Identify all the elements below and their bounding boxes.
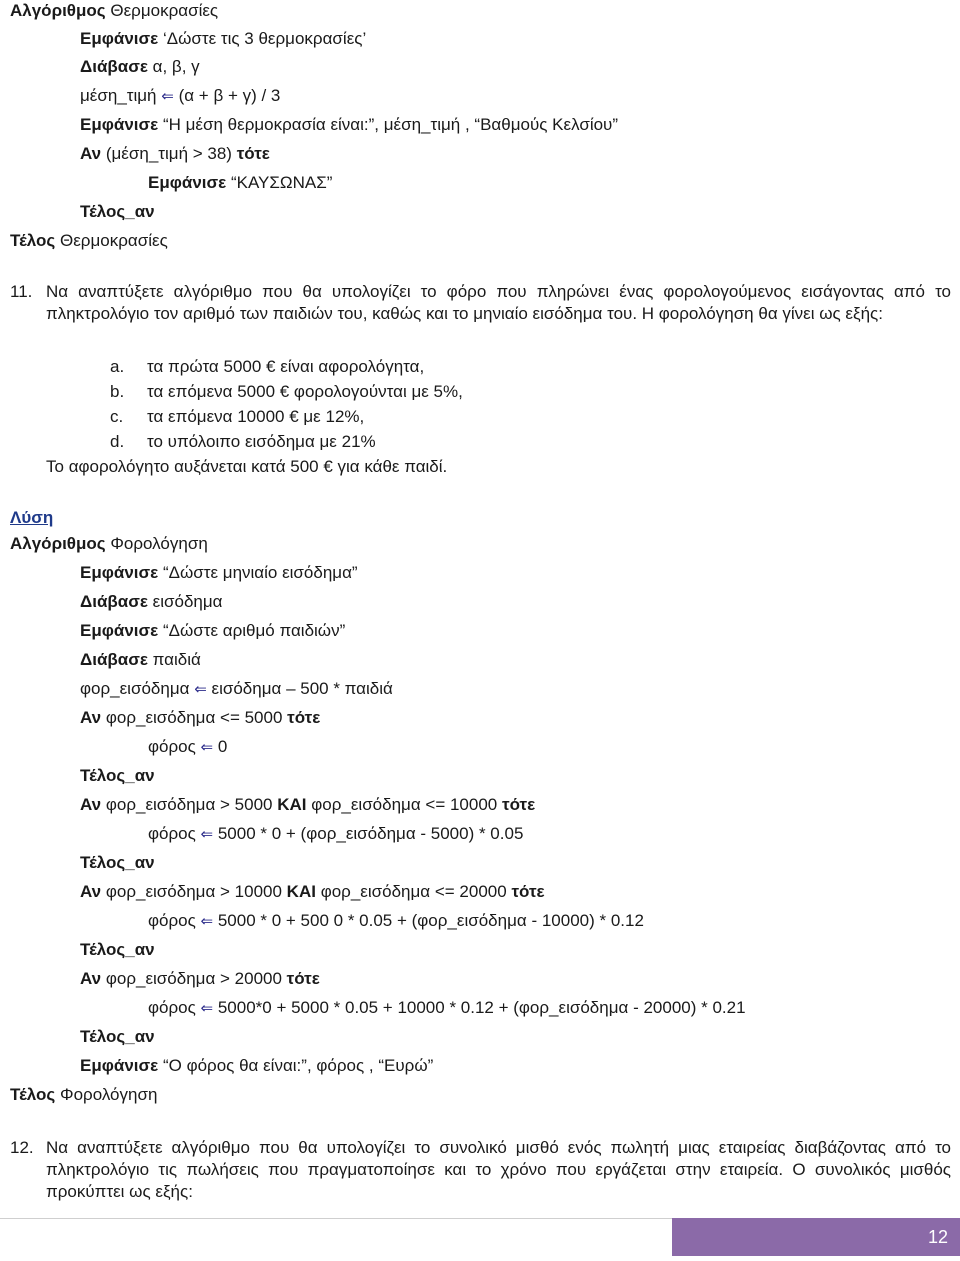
- algo1-header: Αλγόριθμος Θερμοκρασίες: [10, 1, 219, 20]
- list-item-b-text: τα επόμενα 5000 € φορολογούνται με 5%,: [147, 382, 463, 401]
- list-item-a-text: τα πρώτα 5000 € είναι αφορολόγητα,: [147, 357, 425, 376]
- solution-if4-line: Αν φορ_εισόδημα > 20000 τότε: [80, 969, 320, 988]
- solution-if3-line: Αν φορ_εισόδημα > 10000 ΚΑΙ φορ_εισόδημα <= 20000 τότε: [80, 882, 545, 901]
- solution-if2-body: φόρος ⇐ 5000 * 0 + (φορ_εισόδημα - 5000) * 0.05: [148, 824, 524, 843]
- exercise-12-number: 12.: [10, 1138, 34, 1157]
- assign-arrow-icon: ⇐: [200, 739, 214, 756]
- algo1-if-line: Αν (μέση_τιμή > 38) τότε: [80, 144, 270, 163]
- solution-read2-line: Διάβασε παιδιά: [80, 650, 201, 669]
- algo1-endif-line: Τέλος_αν: [80, 202, 155, 221]
- solution-endif1-line: Τέλος_αν: [80, 766, 155, 785]
- solution-end-line: Τέλος Φορολόγηση: [10, 1085, 158, 1104]
- list-item-a-label: a.: [110, 357, 125, 376]
- solution-if1-body: φόρος ⇐ 0: [148, 737, 228, 756]
- solution-if1-line: Αν φορ_εισόδημα <= 5000 τότε: [80, 708, 321, 727]
- exercise-11-note: Το αφορολόγητο αυξάνεται κατά 500 € για κάθε παιδί.: [46, 457, 448, 476]
- page-number: 12: [927, 1227, 948, 1247]
- solution-if4-body: φόρος ⇐ 5000*0 + 5000 * 0.05 + 10000 * 0.12 + (φορ_εισόδημα - 20000) * 0.21: [148, 998, 746, 1017]
- solution-display3-line: Εμφάνισε “Ο φόρος θα είναι:”, φόρος , “Ευρώ”: [80, 1056, 434, 1075]
- solution-read1-line: Διάβασε εισόδημα: [80, 592, 223, 611]
- solution-endif2-line: Τέλος_αν: [80, 853, 155, 872]
- list-item-d-label: d.: [110, 432, 125, 451]
- algo1-end-line: Τέλος Θερμοκρασίες: [10, 231, 168, 250]
- assign-arrow-icon: ⇐: [200, 1000, 214, 1017]
- list-item-c-text: τα επόμενα 10000 € με 12%,: [147, 407, 365, 426]
- solution-endif4-line: Τέλος_αν: [80, 1027, 155, 1046]
- algo1-read-line: Διάβασε α, β, γ: [80, 57, 200, 76]
- exercise-12-text: Να αναπτύξετε αλγόριθμο που θα υπολογίζει το συνολικό μισθό ενός πωλητή μιας εταιρείας διαβάζοντας από το πληκτρολόγιο τις πωλήσεις που πραγματοποίησε και το χρόνο που εργάζεται στην εταιρεία. Ο συνολικός μισθός προκύπτει ως εξής:: [46, 1138, 951, 1201]
- algo1-display2-line: Εμφάνισε “Η μέση θερμοκρασία είναι:”, μέση_τιμή , “Βαθμούς Κελσίου”: [80, 115, 619, 134]
- solution-display1-line: Εμφάνισε “Δώστε μηνιαίο εισόδημα”: [80, 563, 358, 582]
- list-item-d-text: το υπόλοιπο εισόδημα με 21%: [147, 432, 376, 451]
- algo1-display3-line: Εμφάνισε “ΚΑΥΣΩΝΑΣ”: [148, 173, 333, 192]
- assign-arrow-icon: ⇐: [200, 913, 214, 930]
- solution-heading: Λύση: [10, 508, 54, 527]
- footer-page-bar: [672, 1218, 960, 1256]
- assign-arrow-icon: ⇐: [194, 681, 207, 698]
- solution-endif3-line: Τέλος_αν: [80, 940, 155, 959]
- exercise-11-text: Να αναπτύξετε αλγόριθμο που θα υπολογίζει το φόρο που πληρώνει ένας φορολογούμενος εισάγοντας από το πληκτρολόγιο τον αριθμό των παιδιών του, καθώς και το μηνιαίο εισόδημα του. Η φορολόγηση θα γίνει ως εξής:: [46, 282, 951, 323]
- algo1-assign-line: μέση_τιμή ⇐ (α + β + γ) / 3: [80, 86, 281, 105]
- solution-if3-body: φόρος ⇐ 5000 * 0 + 500 0 * 0.05 + (φορ_εισόδημα - 10000) * 0.12: [148, 911, 644, 930]
- solution-assign-line: φορ_εισόδημα ⇐ εισόδημα – 500 * παιδιά: [80, 679, 393, 698]
- assign-arrow-icon: ⇐: [200, 826, 214, 843]
- list-item-b-label: b.: [110, 382, 125, 401]
- exercise-11-number: 11.: [10, 282, 33, 301]
- solution-display2-line: Εμφάνισε “Δώστε αριθμό παιδιών”: [80, 621, 346, 640]
- assign-arrow-icon: ⇐: [161, 88, 174, 105]
- solution-if2-line: Αν φορ_εισόδημα > 5000 ΚΑΙ φορ_εισόδημα <= 10000 τότε: [80, 795, 536, 814]
- algo1-display-line: Εμφάνισε ‘Δώστε τις 3 θερμοκρασίες’: [80, 29, 367, 48]
- list-item-c-label: c.: [110, 407, 124, 426]
- solution-header: Αλγόριθμος Φορολόγηση: [10, 534, 208, 553]
